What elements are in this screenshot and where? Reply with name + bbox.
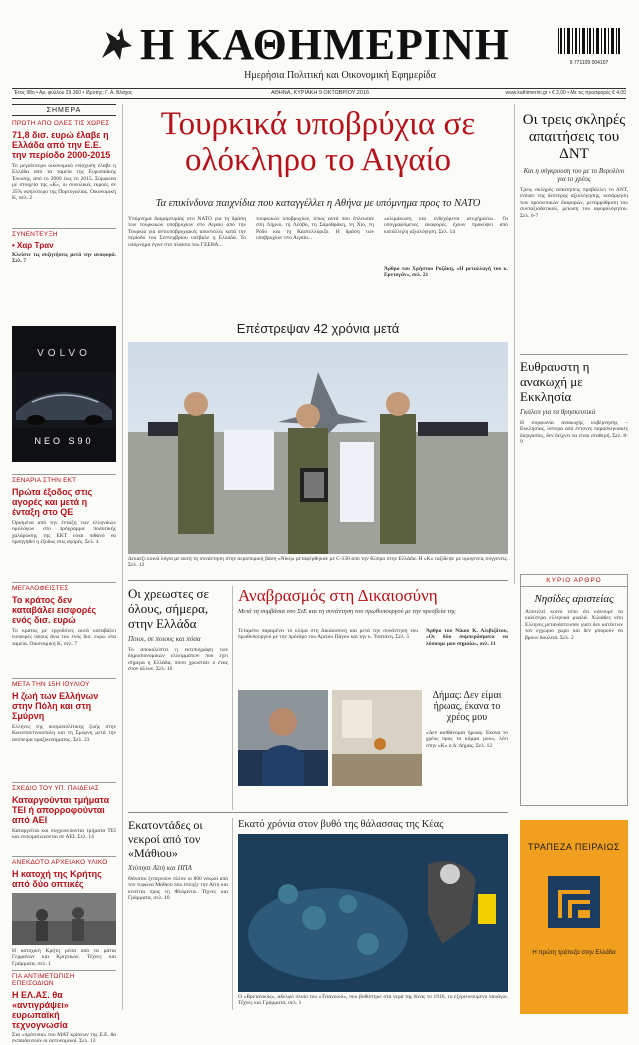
lead-story[interactable]: [128, 104, 508, 312]
left-item[interactable]: ΠΡΩΤΗ ΑΠΟ ΟΛΕΣ ΤΙΣ ΧΩΡΕΣ 71,8 δισ. ευρώ έλαβε η Ελλάδα από την Ε.Ε. την περίοδο 2000-2015 Το μεγαλύτερο οικονομικό ενίσχυση έλαβε η Ελλάδα από τα ταμεία της Ευρωπαϊκής Ένωσης, από το 2000 έως το 2015. Σύμφωνα με στοιχεία της «Κ», οι συνολικές εκροές σε 35% υψηλότερο της Πορτογαλίας. Οικονομική Κ, σελ. 2: [12, 120, 116, 202]
lead-body-col1: Υπόμνημα διαμαρτυρίας στο ΝΑΤΟ για τη δράση των τουρκικών υποβρυχίων στο Αιγαίο από την Τουρκία για αντιυποβρυχιακές αποστολές κατά την περίοδο του Σεπτεμβρίου υπέβαλε η Ελλάδα. Το υπόμνημα έγινε στο πλαίσιο του ΓΕΕΘΑ...: [128, 216, 246, 248]
piraeus-logo-icon: [548, 876, 600, 928]
left-story[interactable]: ΣΕΝΑΡΙΑ ΣΤΗΝ ΕΚΤ Πρώτα έξοδος στις αγορές και μετά η ένταξη στο QE Ορισμένα από την ένταξη των ελληνικών ομολόγων στο πρόγραμμα ποσοτικής χαλάρωσης της ΕΚΤ είναι πιθανό να προηγηθεί η έξοδος στις αγορές. Σελ. 4: [12, 474, 116, 570]
car-image: [12, 372, 116, 428]
owl-logo: [96, 24, 136, 64]
right-column: [520, 104, 628, 1014]
left-story[interactable]: ΜΕΓΑΛΟΦΕΙΣΤΕΣ Το κράτος δεν καταβάλει εισφορές ενός δισ. ευρώ Το κράτος με εργοδότες αυτά καταβάλει εισφορές ύψους άνω του ενός δισ. ευρώ στα ταμεία. Οικονομική Κ, σελ. 7: [12, 582, 116, 666]
lead-body-col2: τουρκικών υποβρυχίων, όπως αυτά που έπλευσαν στη Λήμνο, τη Λέσβο, τη Σαμοθράκη, τη Χίο, τη Ρόδο και τη Καστελλόριζο. Η δράση των υποβρυχίων στο Αιγαίο...: [256, 216, 374, 242]
masthead: [0, 0, 639, 100]
volvo-model: NEO S90: [34, 436, 94, 446]
left-column: [12, 104, 116, 1045]
office-photo: [332, 690, 422, 786]
left-story[interactable]: ΜΕΤΑ ΤΗΝ 15Η ΙΟΥΛΙΟΥ Η ζωή των Ελλήνων στην Πόλη και στη Σμύρνη Ελληνες της κοσμοπολίτικης ζωής στην Κωνσταντινούπολη και τη Σμύρνη μετά την απόπειρα πραξικοπήματος. Σελ. 23: [12, 678, 116, 770]
left-item[interactable]: ΣΥΝΕΝΤΕΥΞΗ • Χαρ Τραν Κλείστε τις συζητήσεις μετά την αναφορά. Σελ. 7: [12, 228, 116, 278]
justice-story[interactable]: Αναβρασμός στη Δικαιοσύνη Μετά τη συμβάσια στο ΣτΕ και τη συνάντηση του πρωθυπουργού με την πρεσβεία της Τεταμένο παραμένει το κλίμα στη Δικαιοσύνη και μετά την συνάντηση του πρωθυπουργού με την πρόεδρο του Αρείου Πάγου και την κ. Τσατάνη. Σελ. 5 Δήμας: Δεν είμαι ήρωας, έκανα το χρέος μου «Δεν αισθάνομαι ήρωας. Εκανα το χρέος προς το κόμμα μου», λέει στην «Κ» ο Δ. Δήμας. Σελ. 12 Άρθρο του Νίκου Κ. Αλιβιζάτου, «Οι δύο συμπεράσματα να λύσουμε μου σημαία», σελ. 11: [238, 586, 508, 810]
newspaper-subtitle: Ημερήσια Πολιτική και Οικονομική Εφημερίδα: [244, 70, 436, 81]
left-story[interactable]: ΓΙΑ ΑΝΤΙΜΕΤΩΠΙΣΗ ΕΠΕΙΣΟΔΙΩΝ Η ΕΛ.ΑΣ. θα «αντιγράψει» ευρωπαϊκή τεχνογνωσία Στα «πρότυπα» του MAT κρίσεων της Ε.Ε. θα εκπαιδευτούν οι αστυνομικοί. Σελ. 13: [12, 970, 116, 1014]
date-line: ΑΘΗΝΑ, ΚΥΡΙΑΚΗ 9 ΟΚΤΩΒΡΙΟΥ 2016: [270, 90, 370, 96]
church-headline: Ευθραυστη η ανακωχή με Εκκλησία: [520, 354, 628, 404]
kea-diver-photo: [238, 834, 508, 992]
issue-info: Έτος 98ο • Αρ. φύλλου 29.360 • Ιδρυτής: Γ. Α. Βλάχος: [14, 90, 133, 96]
piraeus-ad[interactable]: ΤΡΑΠΕΖΑ ΠΕΙΡΑΙΩΣ Η πρώτη τράπεζα στην Ελλάδα: [520, 820, 628, 1014]
left-story[interactable]: ΣΧΕΔΙΟ ΤΟΥ ΥΠ. ΠΑΙΔΕΙΑΣ Καταργούνται τμήματα ΤΕΙ ή απορροφούνται από ΑΕΙ Καταργείται και συγχωνεύονται τμήματα ΤΕΙ και ενσωματώνονται σε ΑΕΙ. Σελ. 14: [12, 782, 116, 852]
newspaper-title: Η ΚΑΘΗΜΕΡΙΝΗ: [140, 20, 510, 69]
kea-story[interactable]: Εκατό χρόνια στον βυθό της θάλασσας της Κέας Ο «Βρετανικός», αδελφό πλοίο του «Τιτανικού», που βυθίστηκε στα νερά της Κέας το 1916, το εξερευνούμενο ναυάγιο. Τέχνες και Γράμματα, σελ. 1: [238, 819, 508, 1007]
editorial[interactable]: ΚΥΡΙΟ ΑΡΘΡΟ Νησίδες αριστείας Αποτελεί κοινό τόπο ότι κάνουμε τα καλύτερα ελληνικά μυαλά. Χιλιάδες νέοι Ελληνες μετανάστευσαν γιατί δεν κατέκτων τον εγχώριο χώρο και δεν μπορούν να βρουν δουλειά. Σελ. 2: [520, 574, 628, 806]
main-photo-block[interactable]: [128, 318, 508, 576]
mathios-story[interactable]: Εκατοντάδες οι νεκροί από τον «Μάθιου» Χτύπησε Αϊτή και ΗΠΑ Θάνατοι ξεπερνούν πλέον οι 800 νεκροί από τον τυφώνα Μάθιου που έπληξε την Αϊτή και κινείται προς τη Φλόριντα. Τέχνες και Γράμματα, σελ. 10: [128, 818, 229, 902]
barcode: [556, 26, 622, 60]
main-photo-caption: Δεκαεξι κοινά λόγοι με αυτή τη συνάντηση στην αεροπορική βάση «Νίκη» μεταφέρθηκαν με C-130 από την Κύπρο στην Ελλάδα. Η «Κ» ταξίδεψε με ομογενείς συγγενείς. Σελ. 12: [128, 556, 508, 569]
today-label: ΣΗΜΕΡΑ: [12, 104, 116, 116]
lead-body-col3: «κλιμάκωση και ενδεχόμενα ατυχήματα». Οι υπογραφόμενες αναφορές έχουν προκύψει από κατάλληλη αξιολόγηση. Σελ. 14: [384, 216, 508, 235]
dimas-photo: [238, 690, 328, 786]
crete-photo: [12, 893, 116, 945]
volvo-brand: VOLVO: [37, 348, 91, 359]
left-story[interactable]: ΑΝΕΚΔΟΤΟ ΑΡΧΕΙΑΚΟ ΥΛΙΚΟ Η κατοχή της Κρήτης από δύο οπτικές Η κατοχική Κρήτη μέσα από τα μάτια Γερμανών και Κρητικών. Τέχνες και Γράμματα, σελ. 1: [12, 856, 116, 986]
main-photo: [128, 342, 508, 554]
lead-deck: Τα επικίνδυνα παιχνίδια που καταγγέλλει η Αθήνα με υπόμνημα προς το ΝΑΤΟ: [155, 198, 481, 209]
price-line: www.kathimerini.gr • € 2,00 • Με τις προσφορές € 4,00: [505, 90, 626, 96]
right-story[interactable]: Ευθραυστη η ανακωχή με Εκκλησία Γκάλοπ για τα θρησκευτικά Η συμφωνία ανακωχής κυβέρνησης – Εκκλησίας, ύστερα από έντονες παρασκηνιακές διεργασίες, δεν δείχνει να είναι σταθερή. Σελ. 8-9: [520, 354, 628, 568]
main-photo-banner: Επέστρεψαν 42 χρόνια μετά: [236, 321, 400, 336]
lead-author: Άρθρο του Χρήστου Ροζάκη, «Η μεταλλαγή του κ. Ερντογάν», σελ. 21: [384, 266, 508, 279]
right-story[interactable]: Οι τρεις σκληρές απαιτήσεις του ΔΝΤ Και η σύγκρουση του με το Βερολίνο για το χρέος Τρεις σκληρές απαιτήσεις προβάλλει το ΔΝΤ, ενόψει της δεύτερης αξιολόγησης, κατάργηση των προσωπικών διαφορών, μεταρρύθμιση του συνταξιοδοτικού, μείωση του αφορολόγητου. Σελ. 6-7: [520, 112, 628, 219]
volvo-ad[interactable]: [12, 326, 116, 462]
lead-headline: Τουρκικά υποβρύχια σε ολόκληρο το Αιγαίο: [160, 106, 476, 178]
barcode-number: 9 771109 004107: [569, 60, 609, 66]
debt-story[interactable]: Οι χρεωστες σε όλους, σήμερα, στην Ελλάδα Ποιοι, σε ποιους και πόσα Το αποκαλύπτει η εκτιπυγράφη των δημοσιονομικών ελλειμμάτων που έχει σήμερα η Ελλάδα, πόσο χρωστάει ο ένας στον άλλον. Σελ. 10: [128, 586, 228, 673]
dnt-headline: Οι τρεις σκληρές απαιτήσεις του ΔΝΤ: [522, 112, 626, 162]
